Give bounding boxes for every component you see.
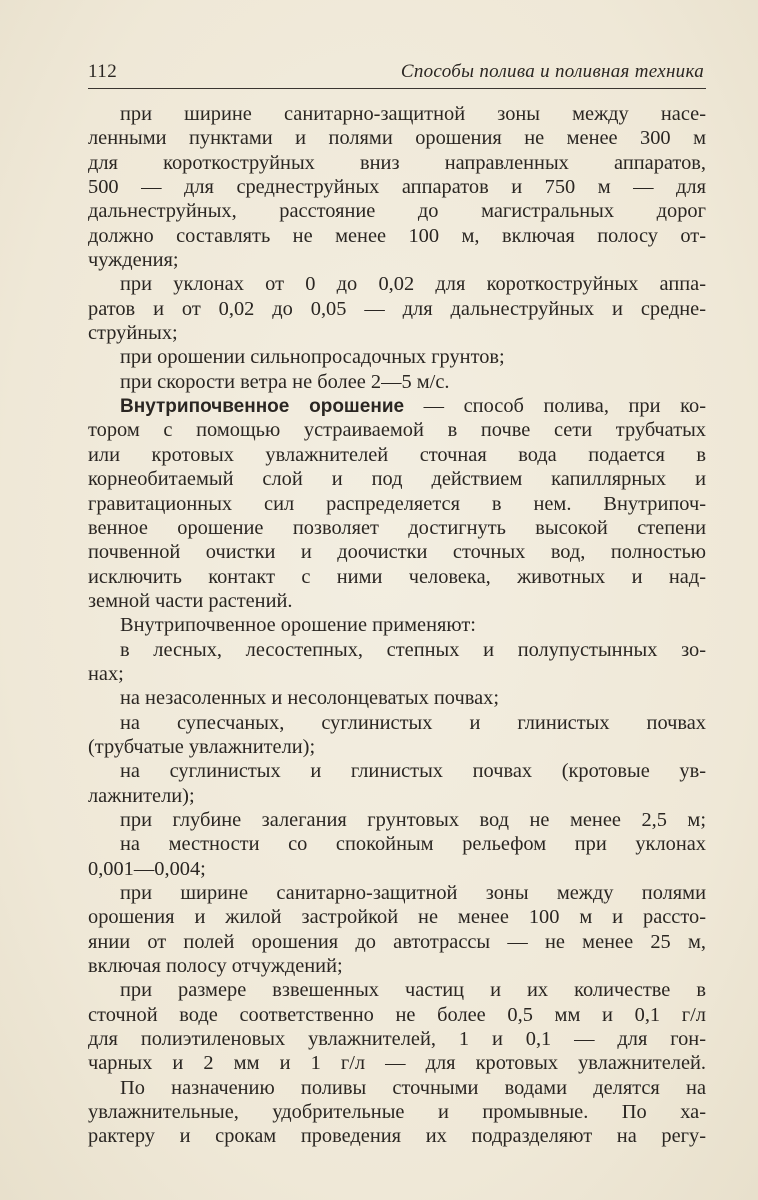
line-text: увлажнительные, удобрительные и промывные. По ха- [88, 1101, 706, 1124]
text-line [88, 175, 706, 199]
page-header [88, 58, 706, 89]
line-text: ленными пунктами и полями орошения не менее 300 м [88, 127, 706, 150]
line-text: ратов и от 0,02 до 0,05 — для дальнеструйных и средне- [88, 297, 706, 320]
text-line [88, 1100, 706, 1124]
text-line [88, 905, 706, 929]
line-text: при уклонах от 0 до 0,02 для короткоструйных аппа- [120, 273, 706, 296]
line-text: включая полосу отчуждений; [88, 955, 343, 978]
line-text: — способ полива, при ко- [404, 395, 706, 418]
text-line [88, 735, 706, 759]
line-text: сточной воде соответственно не более 0,5 мм и 0,1 г/л [88, 1003, 706, 1026]
line-text: дальнеструйных, расстояние до магистральных дорог [88, 200, 706, 223]
text-line [88, 1124, 706, 1148]
line-text: на суглинистых и глинистых почвах (кротовые ув- [120, 760, 706, 783]
text-line [88, 102, 706, 126]
text-line [88, 613, 706, 637]
line-text: тором с помощью устраиваемой в почве сети трубчатых [88, 419, 706, 442]
text-line [88, 759, 706, 783]
line-text: при глубине залегания грунтовых вод не менее 2,5 м; [120, 808, 706, 831]
text-line [88, 1051, 706, 1075]
line-text: для полиэтиленовых увлажнителей, 1 и 0,1 — для гон- [88, 1028, 706, 1051]
text-line [88, 516, 706, 540]
text-line [88, 978, 706, 1002]
line-text: почвенной очистки и доочистки сточных вод, полностью [88, 541, 706, 564]
line-text: корнеобитаемый слой и под действием капиллярных и [88, 468, 706, 491]
text-line [88, 589, 706, 613]
line-text: орошения и жилой застройкой не менее 100 м и рассто- [88, 906, 706, 929]
text-line [88, 126, 706, 150]
page-number: 112 [88, 61, 118, 82]
text-line [88, 686, 706, 710]
line-text: венное орошение позволяет достигнуть высокой степени [88, 516, 706, 539]
line-text: (трубчатые увлажнители); [88, 735, 316, 758]
line-text: при скорости ветра не более 2—5 м/с. [120, 370, 450, 393]
text-line [88, 832, 706, 856]
line-text: на местности со спокойным рельефом при уклонах [120, 833, 706, 856]
line-text: при размере взвешенных частиц и их количестве в [120, 979, 706, 1002]
text-line [88, 1076, 706, 1100]
line-text: на супесчаных, суглинистых и глинистых почвах [120, 711, 706, 734]
line-text: янии от полей орошения до автотрассы — не менее 25 м, [88, 930, 706, 953]
line-text: струйных; [88, 322, 178, 345]
text-line [88, 345, 706, 369]
text-line [88, 1003, 706, 1027]
line-text: должно составлять не менее 100 м, включая полосу от- [88, 224, 706, 247]
text-line [88, 857, 706, 881]
line-text: на незасоленных и несолонцеватых почвах; [120, 687, 499, 710]
text-line [88, 224, 706, 248]
text-line [88, 1027, 706, 1051]
body-text [88, 102, 706, 1149]
line-text: рактеру и срокам проведения их подразделяют на регу- [88, 1125, 706, 1148]
text-line [88, 467, 706, 491]
line-text: 500 — для среднеструйных аппаратов и 750 м — для [88, 176, 706, 199]
term-bold: Внутрипочвенное орошение [120, 396, 405, 418]
line-text: нах; [88, 662, 124, 685]
line-text: По назначению поливы сточными водами делятся на [120, 1076, 706, 1099]
text-line [88, 321, 706, 345]
text-line [88, 784, 706, 808]
text-line [88, 638, 706, 662]
text-line [88, 418, 706, 442]
text-line [88, 272, 706, 296]
line-text: для короткоструйных вниз направленных аппаратов, [88, 151, 706, 174]
text-line [88, 662, 706, 686]
text-line [88, 443, 706, 467]
text-line [88, 540, 706, 564]
line-text: гравитационных сил распределяется в нем. Внутрипоч- [88, 492, 706, 515]
line-text: или кротовых увлажнителей сточная вода подается в [88, 443, 706, 466]
text-line [88, 881, 706, 905]
text-line [88, 492, 706, 516]
running-title: Способы полива и поливная техника [400, 61, 704, 82]
line-text: при ширине санитарно-защитной зоны между полями [120, 882, 706, 904]
line-text: Внутрипочвенное орошение применяют: [120, 614, 476, 637]
line-text: при орошении сильнопросадочных грунтов; [120, 346, 505, 369]
line-text: лажнители); [88, 784, 195, 807]
text-line [88, 151, 706, 175]
text-line [88, 565, 706, 589]
text-line [88, 808, 706, 832]
text-line [88, 297, 706, 321]
text-line [88, 711, 706, 735]
line-text: земной части растений. [88, 589, 293, 612]
text-line [88, 248, 706, 272]
line-text: чуждения; [88, 249, 179, 272]
line-text: исключить контакт с ними человека, животных и над- [88, 565, 706, 588]
text-line [88, 954, 706, 978]
text-line [88, 370, 706, 394]
line-text: в лесных, лесостепных, степных и полупустынных зо- [120, 638, 706, 661]
line-text: 0,001—0,004; [88, 857, 206, 880]
text-line [88, 930, 706, 954]
text-line [88, 199, 706, 223]
line-text: при ширине санитарно-защитной зоны между насе- [120, 103, 706, 125]
text-line [88, 394, 706, 418]
line-text: чарных и 2 мм и 1 г/л — для кротовых увлажнителей. [88, 1052, 706, 1075]
